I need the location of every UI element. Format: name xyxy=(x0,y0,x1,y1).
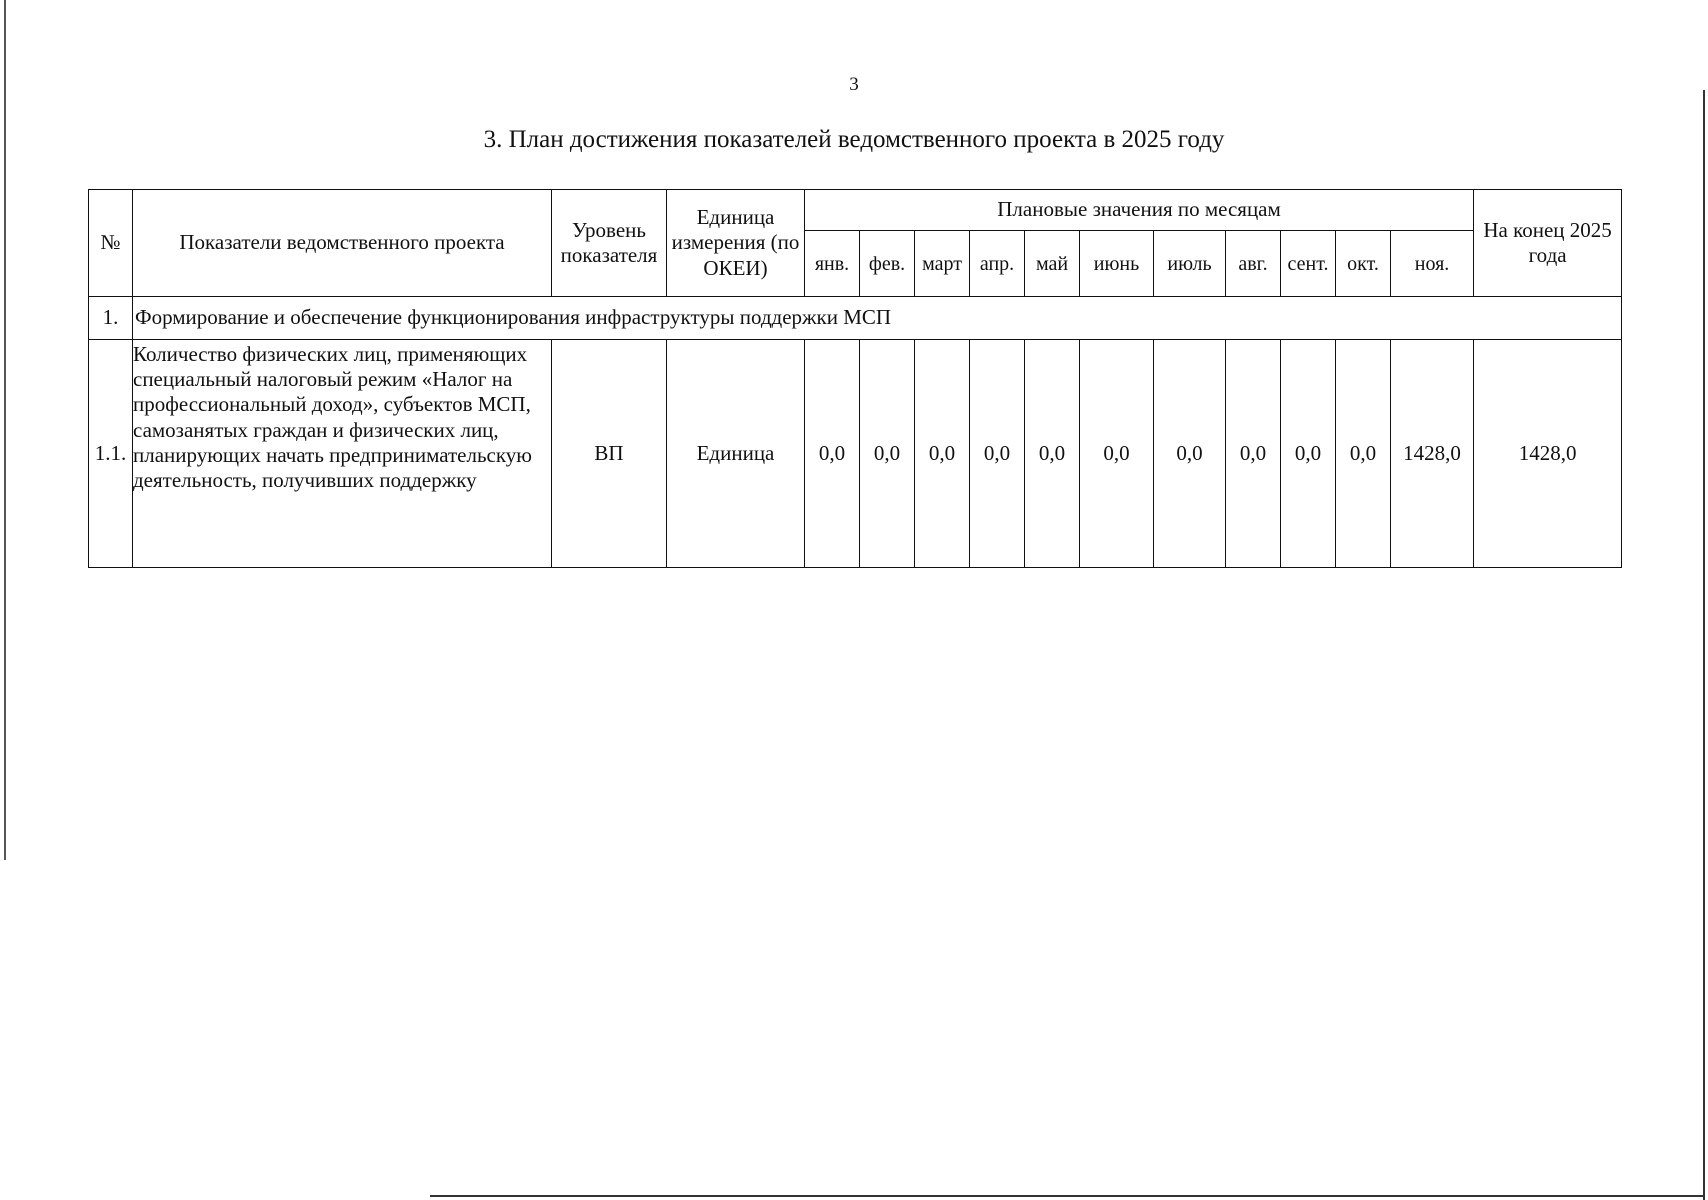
section-name: Формирование и обеспечение функционирования инфраструктуры поддержки МСП xyxy=(133,297,1622,340)
header-month-jun: июнь xyxy=(1080,231,1154,297)
value-jul: 0,0 xyxy=(1154,340,1226,568)
header-month-jul: июль xyxy=(1154,231,1226,297)
value-mar: 0,0 xyxy=(915,340,970,568)
header-month-sep: сент. xyxy=(1281,231,1336,297)
section-num: 1. xyxy=(89,297,133,340)
value-may: 0,0 xyxy=(1025,340,1080,568)
value-end-of-year: 1428,0 xyxy=(1474,340,1622,568)
plan-table xyxy=(88,189,1622,568)
row-level: ВП xyxy=(552,340,667,568)
header-month-jan: янв. xyxy=(805,231,860,297)
page-number: 3 xyxy=(849,74,859,95)
section-title: 3. План достижения показателей ведомственного проекта в 2025 году xyxy=(483,126,1225,153)
scan-border-right xyxy=(1703,90,1705,1200)
value-jun: 0,0 xyxy=(1080,340,1154,568)
header-month-nov: ноя. xyxy=(1391,231,1474,297)
header-row-top xyxy=(89,190,1622,231)
value-sep: 0,0 xyxy=(1281,340,1336,568)
value-apr: 0,0 xyxy=(970,340,1025,568)
row-num: 1.1. xyxy=(89,340,133,568)
header-month-mar: март xyxy=(915,231,970,297)
header-unit: Единица измерения (по ОКЕИ) xyxy=(667,190,805,297)
header-level: Уровень показателя xyxy=(552,190,667,297)
section-row xyxy=(89,297,1622,340)
table-row xyxy=(89,340,1622,568)
row-indicator: Количество физических лиц, применяющих специальный налоговый режим «Налог на профессиональный доход», субъектов МСП, самозанятых граждан и физических лиц, планирующих начать предпринимательскую деятельность, получивших поддержку xyxy=(133,340,552,568)
value-feb: 0,0 xyxy=(860,340,915,568)
header-num: № xyxy=(89,190,133,297)
value-oct: 0,0 xyxy=(1336,340,1391,568)
value-nov: 1428,0 xyxy=(1391,340,1474,568)
header-month-oct: окт. xyxy=(1336,231,1391,297)
header-month-may: май xyxy=(1025,231,1080,297)
header-month-feb: фев. xyxy=(860,231,915,297)
row-unit: Единица xyxy=(667,340,805,568)
header-indicator: Показатели ведомственного проекта xyxy=(133,190,552,297)
header-month-apr: апр. xyxy=(970,231,1025,297)
value-jan: 0,0 xyxy=(805,340,860,568)
value-aug: 0,0 xyxy=(1226,340,1281,568)
header-planned-group: Плановые значения по месяцам xyxy=(805,190,1474,231)
scan-border-bottom xyxy=(430,1195,1705,1197)
header-end-of-year: На конец 2025 года xyxy=(1474,190,1622,297)
header-month-aug: авг. xyxy=(1226,231,1281,297)
